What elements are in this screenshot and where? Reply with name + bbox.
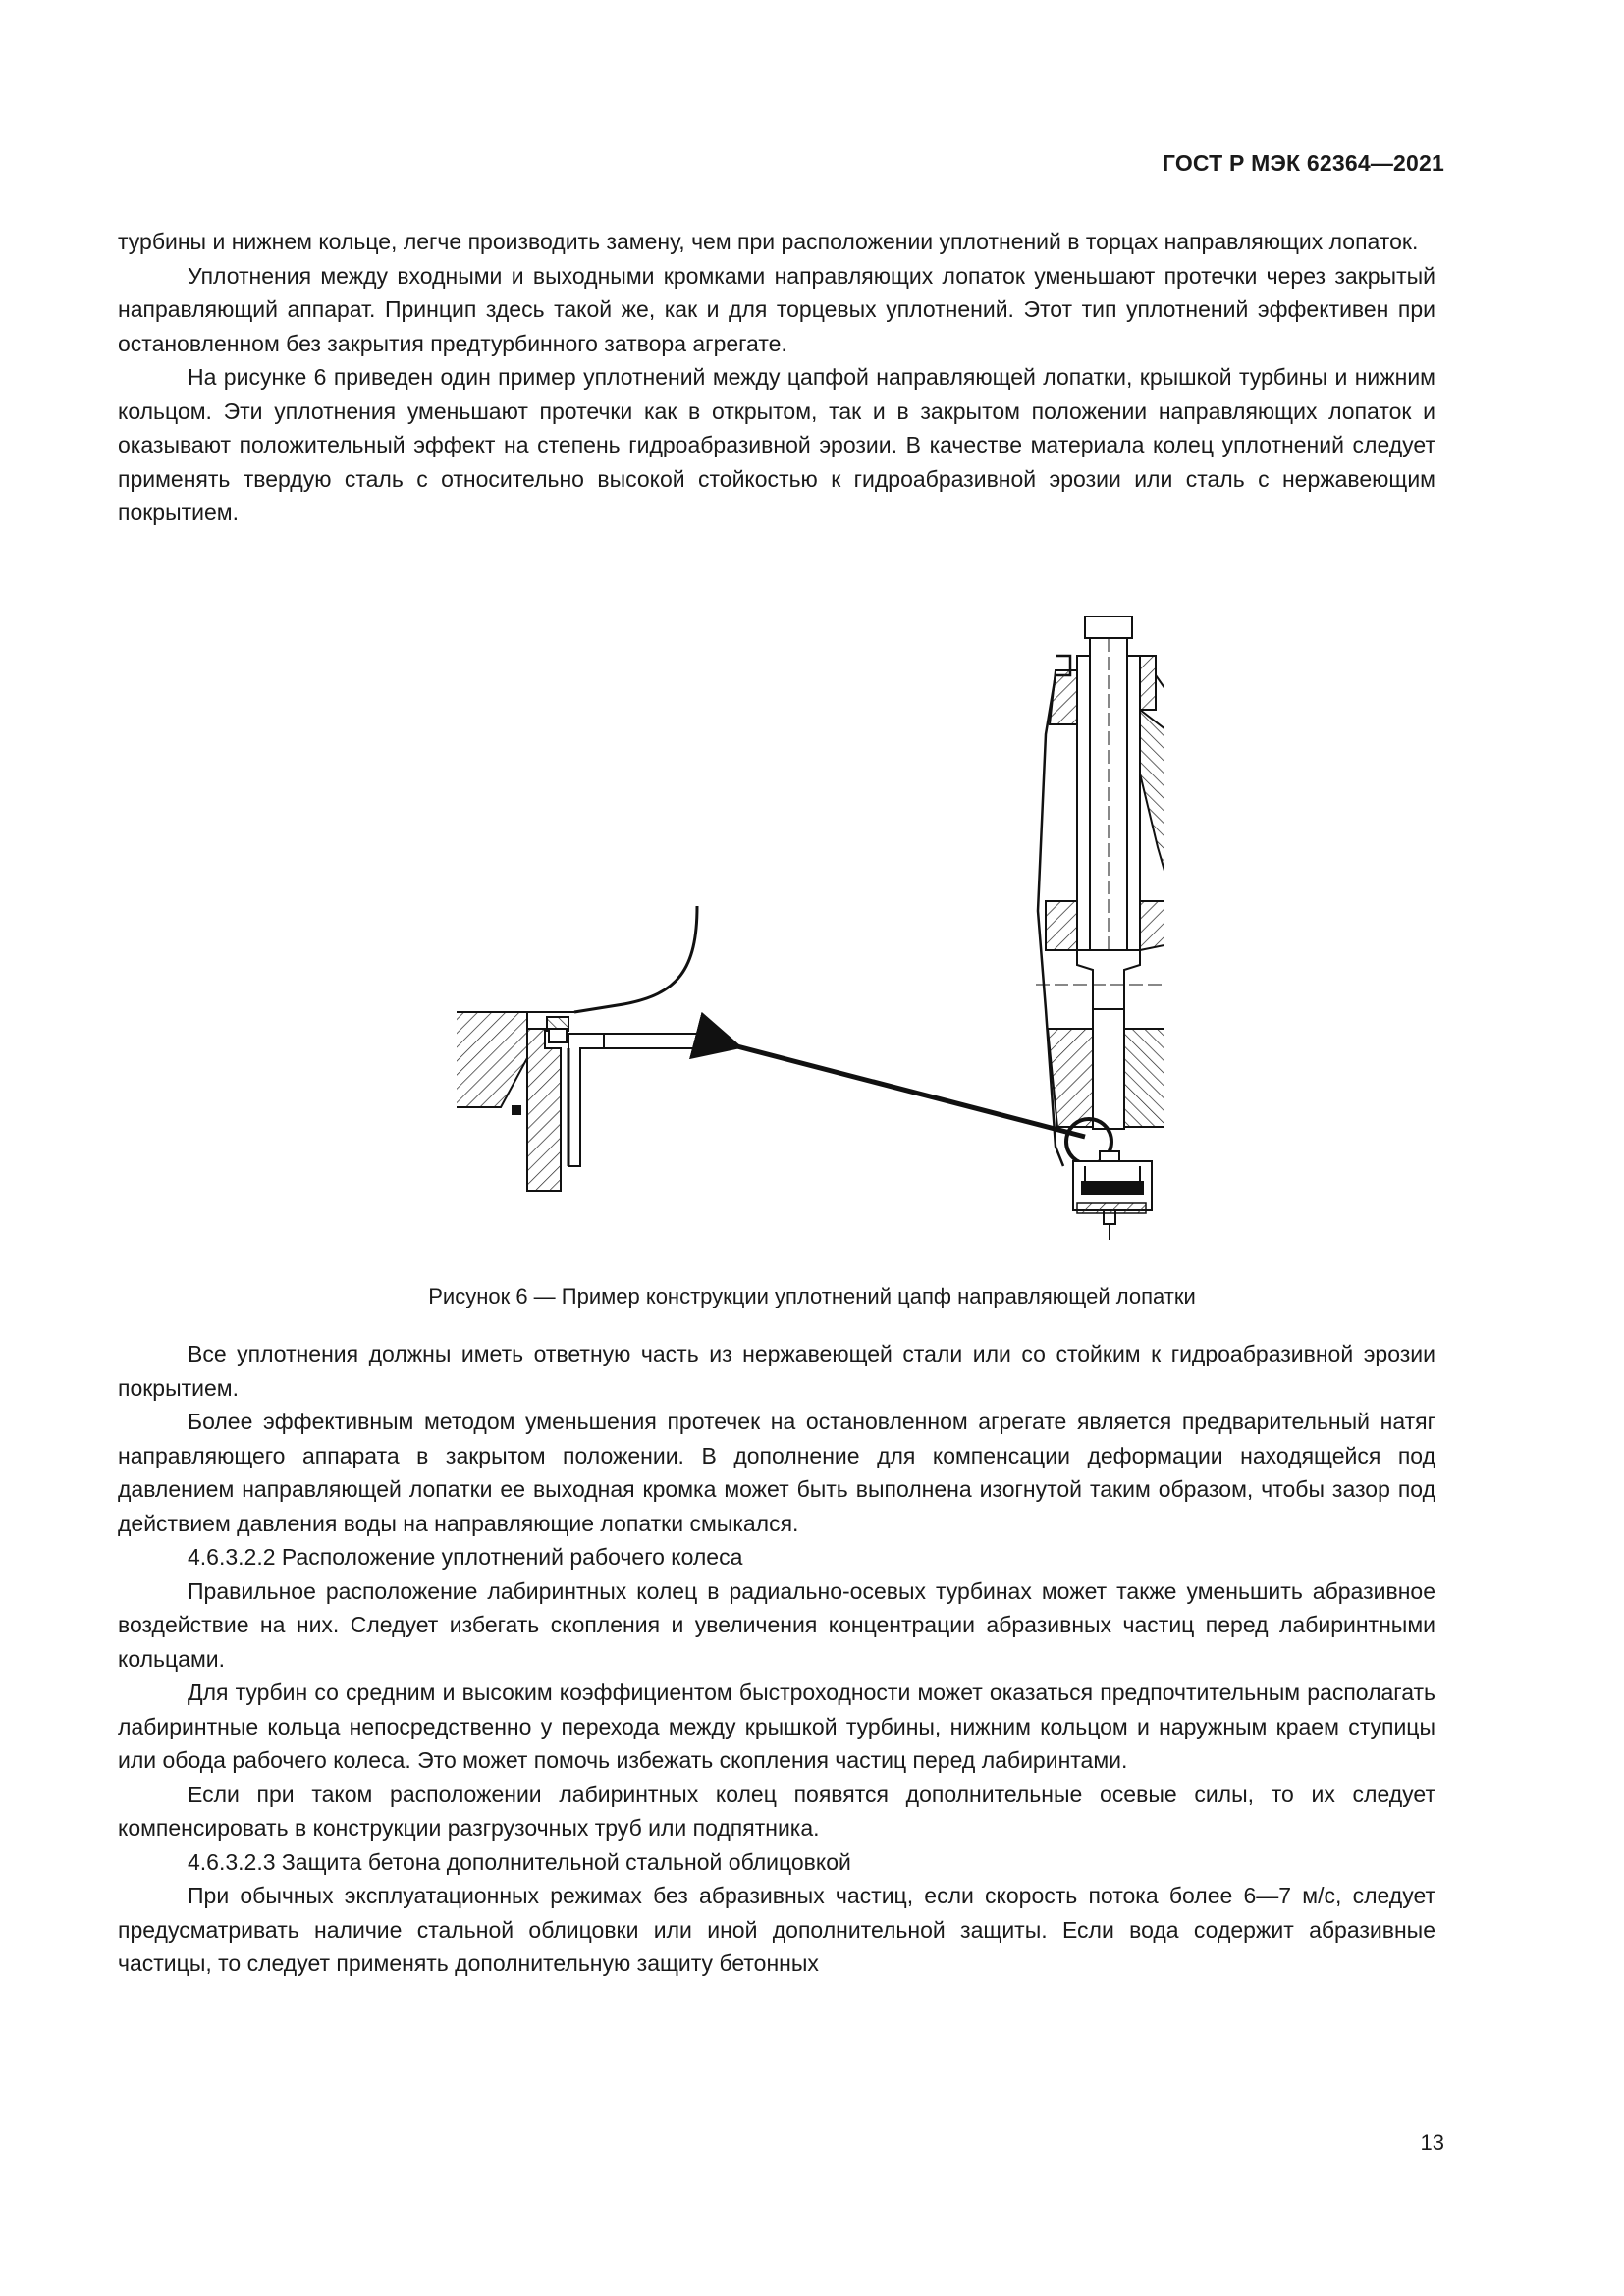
paragraph: Более эффективным методом уменьшения протечек на остановленном агрегате является предварительный натяг направляющего аппарата в закрытом положении. В дополнение для компенсации деформации находящейся под давлением направляющей лопатки ее выходная кромка может быть выполнена изогнутой таким образом, чтобы зазор под действием давления воды на направляющие лопатки смыкался. [118, 1409, 1435, 1536]
document-header: ГОСТ Р МЭК 62364—2021 [1162, 150, 1444, 176]
paragraph: При обычных эксплуатационных режимах без абразивных частиц, если скорость потока более 6—7 м/с, следует предусматривать наличие стальной облицовки или иной дополнительной защиты. Если вода содержит абразивные частицы, то следует применять дополнительную защиту бетонных [118, 1883, 1435, 1976]
text-block-bottom [118, 1337, 1435, 1981]
section-heading: 4.6.3.2.2 Расположение уплотнений рабочего колеса [188, 1544, 743, 1570]
section-heading: 4.6.3.2.3 Защита бетона дополнительной стальной облицовкой [188, 1848, 851, 1875]
text-block-top [118, 225, 1435, 530]
guide-vane-cross-section [1036, 616, 1164, 1240]
paragraph: турбины и нижнем кольце, легче производить замену, чем при расположении уплотнений в торцах направляющих лопаток. [118, 229, 1419, 254]
paragraph: Правильное расположение лабиринтных колец в радиально-осевых турбинах может также уменьшить абразивное воздействие на них. Следует избегать скопления и увеличения концентрации абразивных частиц перед лабиринтными кольцами. [118, 1577, 1435, 1672]
paragraph: Если при таком расположении лабиринтных колец появятся дополнительные осевые силы, то их следует компенсировать в конструкции разгрузочных труб или подпятника. [118, 1781, 1435, 1841]
paragraph: Для турбин со средним и высоким коэффициентом быстроходности может оказаться предпочтительным располагать лабиринтные кольца непосредственно у перехода между крышкой турбины, нижним кольцом и наружным краем ступицы или обода рабочего колеса. Это может помочь избежать скопления частиц перед лабиринтами. [118, 1680, 1435, 1773]
figure-caption: Рисунок 6 — Пример конструкции уплотнений цапф направляющей лопатки [428, 1284, 1196, 1308]
detail-arrow [733, 1045, 1085, 1137]
paragraph: Уплотнения между входными и выходными кромками направляющих лопаток уменьшают протечки через закрытый направляющий аппарат. Принцип здесь такой же, как и для торцевых уплотнений. Этот тип уплотнений эффективен при остановленном без закрытия предтурбинного затвора агрегате. [118, 262, 1435, 356]
page-number: 13 [1420, 2130, 1444, 2155]
paragraph: Все уплотнения должны иметь ответную часть из нержавеющей стали или со стойким к гидроабразивной эрозии покрытием. [118, 1341, 1435, 1401]
seal-detail-view [457, 906, 722, 1191]
figure-6-drawing [457, 616, 1164, 1269]
paragraph: На рисунке 6 приведен один пример уплотнений между цапфой направляющей лопатки, крышкой турбины и нижним кольцом. Эти уплотнения уменьшают протечки как в открытом, так и в закрытом положении направляющих лопаток и оказывают положительный эффект на степень гидроабразивной эрозии. В качестве материала колец уплотнений следует применять твердую сталь с относительно высокой стойкостью к гидроабразивной эрозии или сталь с нержавеющим покрытием. [118, 364, 1435, 525]
